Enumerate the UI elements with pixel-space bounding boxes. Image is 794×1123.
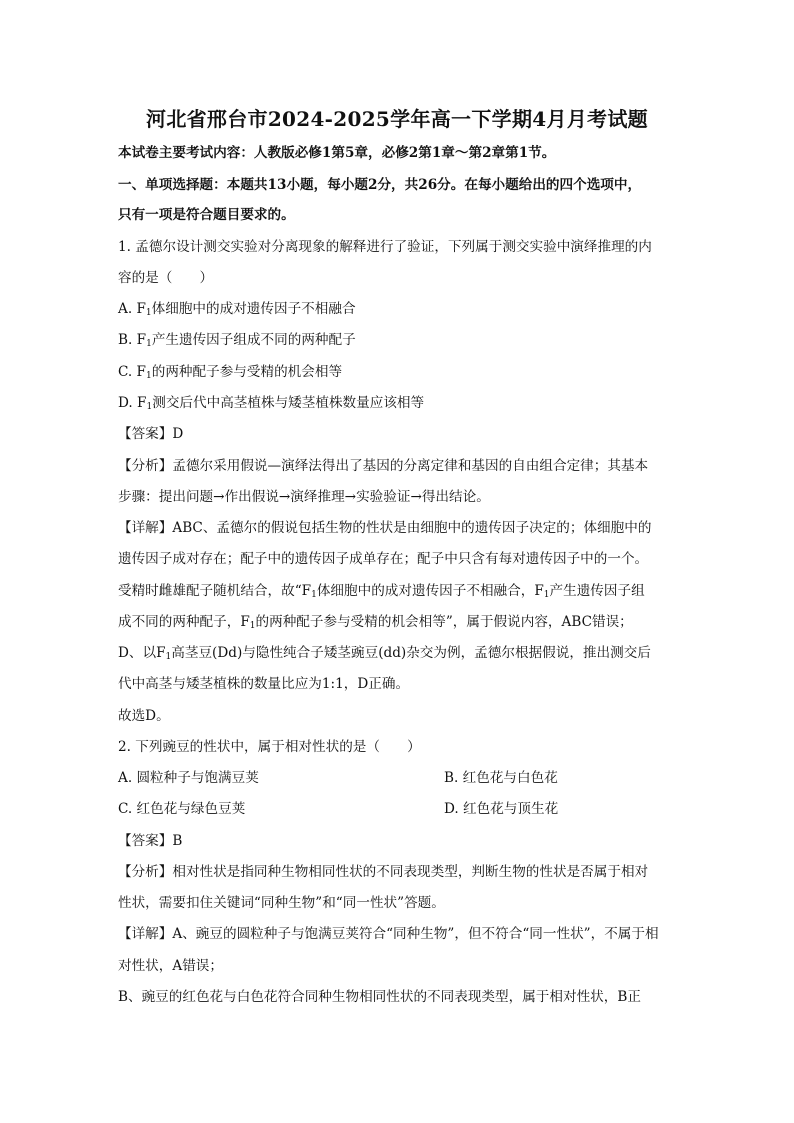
q1-detail-line5-sub1: 1 [165,652,172,662]
q1-detail-line3-a: 受精时雌雄配子随机结合，故“F [118,583,312,599]
q1-detail-line3-b: 体细胞中的成对遗传因子不相融合，F [316,583,544,599]
q1-option-c-post: 的两种配子参与受精的机会相等 [151,364,343,380]
q1-detail-line2: 遗传因子成对存在；配子中的遗传因子成单存在；配子中只含有每对遗传因子中的一个。 [118,551,649,567]
q1-analysis-line2: 步骤：提出问题→作出假说→演绎推理→实验验证→得出结论。 [118,489,490,505]
q2-analysis-line1: 【分析】相对性状是指同种生物相同性状的不同表现类型，判断生物的性状是否属于相对 [118,864,649,880]
q1-option-c [118,362,678,382]
q2-option-a: A. 圆粒种子与饱满豆荚 [118,770,259,786]
q1-option-b [118,330,678,350]
q2-detail-line2: 对性状，A错误； [118,958,223,974]
q1-answer: 【答案】D [118,426,184,442]
q2-analysis-line2: 性状，需要扣住关键词“同种生物”和“同一性状”答题。 [118,895,445,911]
q2-option-c: C. 红色花与绿色豆荚 [118,801,246,817]
q1-detail-line4-a: 成不同的两种配子，F [118,614,250,630]
q1-detail-line5-b: 高茎豆(Dd)与隐性纯合子矮茎豌豆(dd)杂交为例，孟德尔根据假说，推出测交后 [171,645,651,661]
exam-scope: 本试卷主要考试内容：人教版必修1第5章，必修2第1章～第2章第1节。 [118,145,556,161]
q1-detail-line1: 【详解】ABC、孟德尔的假说包括生物的性状是由细胞中的遗传因子决定的；体细胞中的 [118,520,652,536]
q1-stem-line2: 容的是（ ） [118,270,214,286]
q1-stem-line1: 1. 孟德尔设计测交实验对分离现象的解释进行了验证，下列属于测交实验中演绎推理的内 [118,239,652,255]
section-heading-line1: 一、单项选择题：本题共13小题，每小题2分，共26分。在每小题给出的四个选项中， [118,177,642,193]
q1-detail-line3-c: 产生遗传因子组 [549,583,645,599]
q1-option-d-post: 测交后代中高茎植株与矮茎植株数量应该相等 [152,395,425,411]
q2-option-d: D. 红色花与顶生花 [444,801,559,817]
q1-option-a-sub: 1 [145,308,152,318]
q2-answer: 【答案】B [118,833,183,849]
q2-option-b: B. 红色花与白色花 [444,770,558,786]
q1-detail-line5 [118,643,678,663]
q1-option-d-pre: D. F [118,395,147,411]
q1-option-c-sub: 1 [146,371,152,381]
q1-option-a [118,299,678,319]
q1-option-a-pre: A. F [118,301,146,317]
q1-option-c-pre: C. F [118,364,146,380]
q2-detail-line1: 【详解】A、豌豆的圆粒种子与饱满豆荚符合“同种生物”，但不符合“同一性状”，不属于相 [118,926,659,942]
q1-detail-line3 [118,581,678,601]
q1-conclusion: 故选D。 [118,708,170,724]
q1-option-a-post: 体细胞中的成对遗传因子不相融合 [151,301,356,317]
q1-detail-line4 [118,612,678,632]
section-heading-line2: 只有一项是符合题目要求的。 [118,207,295,223]
q2-detail-line3: B、豌豆的红色花与白色花符合同种生物相同性状的不同表现类型，属于相对性状，B正 [118,989,641,1005]
q2-stem: 2. 下列豌豆的性状中，属于相对性状的是（ ） [118,739,421,755]
q1-detail-line6: 代中高茎与矮茎植株的数量比应为1:1，D正确。 [118,676,410,692]
q1-detail-line4-b: 的两种配子参与受精的机会相等”，属于假说内容，ABC错误； [255,614,633,630]
q1-detail-line5-a: D、以F [118,645,166,661]
q1-detail-line4-sub1: 1 [249,621,256,631]
q1-option-b-post: 产生遗传因子组成不同的两种配子 [151,332,356,348]
q1-option-b-pre: B. F [118,332,147,348]
q1-detail-line3-sub1: 1 [311,590,317,600]
page-title: 河北省邢台市2024-2025学年高一下学期4月月考试题 [146,107,648,131]
q1-option-d-sub: 1 [146,402,153,412]
q1-detail-line3-sub2: 1 [543,590,550,600]
q1-option-b-sub: 1 [146,339,152,349]
q1-option-d [118,393,678,413]
q1-analysis-line1: 【分析】孟德尔采用假说—演绎法得出了基因的分离定律和基因的自由组合定律；其基本 [118,458,649,474]
